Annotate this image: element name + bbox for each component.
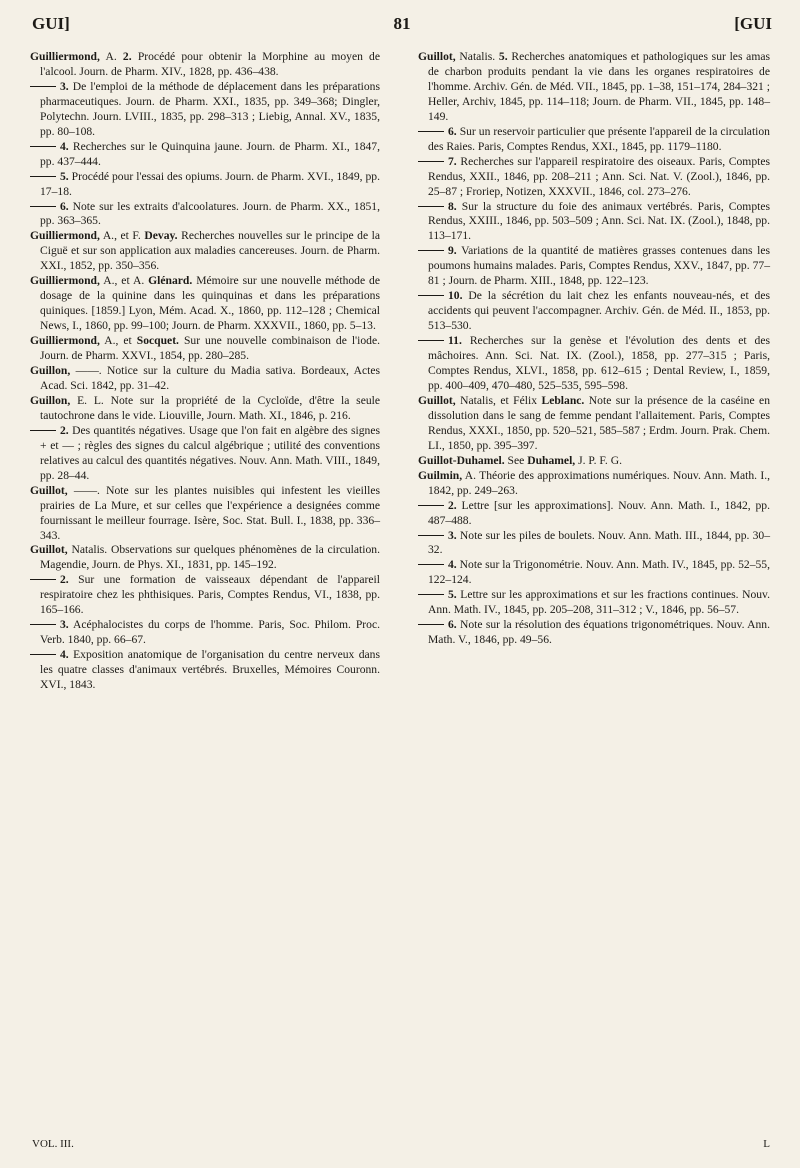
author-given-name: A., et xyxy=(104,334,132,348)
author-given-name: E. L. xyxy=(77,393,104,407)
co-author-name: Socquet. xyxy=(136,334,179,348)
entry-number: 6. xyxy=(448,618,457,632)
bibliography-subentry xyxy=(418,588,770,618)
entry-text: Mémoire sur une nouvelle méthode de dosage de la quinine dans les quinquinas et dans les préparations quiniques. [1859.] Lyon, Mém. Acad. X., 1860, pp. 112–128 ; Chemical News, I., 1860, pp. 99–100; Journ. de Pharm. XXXVII., 1860, pp. 5–13. xyxy=(40,274,380,333)
author-given-name: A. xyxy=(464,468,477,482)
bibliography-entry xyxy=(30,50,380,80)
ditto-rule xyxy=(418,206,444,207)
ditto-rule xyxy=(418,340,444,341)
header-left: GUI] xyxy=(32,14,70,33)
page-number: 81 xyxy=(393,14,411,33)
author-name: Guilliermond, xyxy=(30,50,100,63)
bibliography-subentry xyxy=(418,289,770,334)
author-given-name: Natalis, et Félix xyxy=(460,393,538,407)
entry-text: Note sur les extraits d'alcoolatures. Journ. de Pharm. XX., 1851, pp. 363–365. xyxy=(40,199,380,228)
author-name: Guilliermond, xyxy=(30,334,100,348)
ditto-rule xyxy=(418,564,444,565)
entry-text: Note sur les piles de boulets. Nouv. Ann. Math. III., 1844, pp. 30–32. xyxy=(428,528,770,557)
bibliography-subentry xyxy=(418,499,770,529)
entry-number: 2. xyxy=(60,423,69,437)
author-name: Guillot, xyxy=(30,483,68,497)
entry-text: Recherches sur le Quinquina jaune. Journ. de Pharm. XI., 1847, pp. 437–444. xyxy=(40,139,380,168)
author-name: Guilliermond, xyxy=(30,274,100,288)
entry-number: 5. xyxy=(498,50,508,63)
bibliography-subentry xyxy=(30,140,380,170)
entry-number: 2. xyxy=(122,50,132,63)
bibliography-subentry xyxy=(30,80,380,140)
entry-number: 3. xyxy=(60,79,69,93)
entry-number: 6. xyxy=(60,199,69,213)
running-header xyxy=(32,14,772,38)
ditto-rule xyxy=(418,250,444,251)
entry-text: Note sur la propriété de la Cycloïde, d'être la seule tautochrone dans le vide. Liouville, Journ. Math. XI., 1846, p. 216. xyxy=(40,393,380,422)
right-column xyxy=(418,50,770,648)
entry-text: Note sur les plantes nuisibles qui infestent les vieilles prairies de La Mure, et sur celles que l'expérience a designées comme fournissant le meilleur fourrage. Isère, Soc. Stat. Bull. I., 1838, pp. 336–343. xyxy=(40,483,381,542)
entry-text: Sur une formation de vaisseaux dépendant de l'appareil respiratoire chez les phthisiques. Paris, Comptes Rendus, VI., 1838, pp. 165–166. xyxy=(40,573,380,617)
author-name: Guillot, xyxy=(418,50,456,63)
ditto-rule xyxy=(30,430,56,431)
co-author-name: Duhamel, xyxy=(527,453,576,467)
ditto-rule xyxy=(418,131,444,132)
ditto-rule xyxy=(30,206,56,207)
entry-text: Lettre sur les approximations et sur les fractions continues. Nouv. Ann. Math. IV., 1845, pp. 205–208, 311–312 ; V., 1846, pp. 56–57. xyxy=(428,588,770,617)
bibliography-entry xyxy=(30,334,380,364)
author-given-name: ——. xyxy=(73,483,100,497)
ditto-rule xyxy=(30,654,56,655)
author-name: Guillon, xyxy=(30,364,71,378)
entry-text: Sur la structure du foie des animaux vertébrés. Paris, Comptes Rendus, XXIII., 1846, pp. 503–509 ; Ann. Sci. Nat. IX. (Zool.), 1848, pp. 113–171. xyxy=(428,199,770,243)
entry-text: De la sécrétion du lait chez les enfants nouveau-nés, et des accidents qui peuvent l'accompagner. Archiv. Gén. de Méd. II., 1853, pp. 513–530. xyxy=(428,289,770,333)
bibliography-entry xyxy=(30,543,380,573)
entry-text: Note sur la présence de la caséine en dissolution dans le sang de femme pendant l'allaitement. Paris, Comptes Rendus, XXXI., 1850, pp. 520–521, 585–587 ; Erdm. Journ. Prak. Chem. LI., 1850, pp. 395–397. xyxy=(428,393,770,452)
author-given-name: A. xyxy=(105,50,117,63)
entry-number: 9. xyxy=(448,244,457,258)
bibliography-entry xyxy=(418,454,770,469)
entry-text: Recherches sur l'appareil respiratoire des oiseaux. Paris, Comptes Rendus, XXII., 1846, pp. 208–211 ; Ann. Sci. Nat. V. (Zool.), 1846, pp. 25–87 ; Froriep, Notizen, XXXVII., 1846, col. 273–276. xyxy=(428,154,770,198)
entry-number: 6. xyxy=(448,124,457,138)
page-footer xyxy=(32,1138,770,1154)
entry-text: Recherches nouvelles sur le principe de la Ciguë et sur son application aux maladies cancereuses. Journ. de Pharm. XXI., 1852, pp. 350–356. xyxy=(40,229,381,273)
author-given-name: A., et F. xyxy=(102,229,141,243)
bibliography-subentry xyxy=(418,155,770,200)
entry-text: Observations sur quelques phénomènes de la circulation. Magendie, Journ. de Phys. XI., 1831, pp. 145–192. xyxy=(40,543,380,572)
entry-number: 4. xyxy=(448,558,457,572)
bibliography-entry xyxy=(30,394,380,424)
bibliography-entry xyxy=(418,469,770,499)
entry-text: Recherches sur la genèse et l'évolution des dents et des mâchoires. Ann. Sci. Nat. IX. (Zool.), 1858, pp. 277–315 ; Paris, Comptes Rendus, XLVI., 1858, pp. 612–615 ; Dental Review, I., 1859, pp. 400–409, 470–480, 525–535, 595–598. xyxy=(428,334,770,392)
bibliography-subentry xyxy=(30,170,380,200)
ditto-rule xyxy=(30,86,56,87)
author-name: Guillon, xyxy=(30,393,71,407)
bibliography-entry xyxy=(30,484,380,544)
author-given-name: ——. xyxy=(75,364,102,378)
entry-text: Théorie des approximations numériques. Nouv. Ann. Math. I., 1842, pp. 249–263. xyxy=(428,468,770,497)
bibliography-subentry xyxy=(418,618,770,648)
entry-text: Sur une nouvelle combinaison de l'iode. Journ. de Pharm. XXVI., 1854, pp. 280–285. xyxy=(40,334,380,363)
entry-number: 3. xyxy=(60,618,69,632)
ditto-rule xyxy=(418,505,444,506)
author-name: Guillot, xyxy=(418,393,456,407)
entry-number: 10. xyxy=(448,289,463,303)
bibliography-subentry xyxy=(418,244,770,289)
entry-text: Notice sur la culture du Madia sativa. Bordeaux, Actes Acad. Sci. 1842, pp. 31–42. xyxy=(40,364,380,392)
bibliography-entry xyxy=(30,229,380,274)
bibliography-entry xyxy=(418,394,770,454)
entry-text: Note sur la résolution des équations trigonométriques. Nouv. Ann. Math. V., 1846, pp. 49–56. xyxy=(428,618,770,647)
left-column xyxy=(30,50,380,693)
gathering-signature: L xyxy=(763,1138,770,1150)
bibliography-subentry xyxy=(30,573,380,618)
author-name: Guillot, xyxy=(30,543,68,557)
entry-number: 11. xyxy=(448,334,462,348)
header-right: [GUI xyxy=(734,14,772,33)
entry-text: Procédé pour l'essai des opiums. Journ. de Pharm. XVI., 1849, pp. 17–18. xyxy=(40,169,380,198)
co-author-name: Leblanc. xyxy=(541,393,585,407)
entry-text: Procédé pour obtenir la Morphine au moyen de l'alcool. Journ. de Pharm. XIV., 1828, pp. 436–438. xyxy=(40,50,380,78)
entry-text: De l'emploi de la méthode de déplacement dans les préparations pharmaceutiques. Journ. de Pharm. XXI., 1835, pp. 349–368; Dingler, Polytechn. Journ. LVIII., 1835, pp. 298–313 ; Liebig, Annal. XV., 1835, pp. 80–108. xyxy=(40,79,380,138)
ditto-rule xyxy=(418,161,444,162)
bibliography-subentry xyxy=(418,125,770,155)
bibliography-subentry xyxy=(30,618,380,648)
author-given-name: A., et A. xyxy=(103,274,145,288)
bibliography-subentry xyxy=(418,200,770,245)
ditto-rule xyxy=(30,146,56,147)
author-given-name: Natalis. xyxy=(71,543,108,557)
author-name: Guilmin, xyxy=(418,468,463,482)
author-initials: J. P. F. G. xyxy=(578,453,622,467)
entry-text: Acéphalocistes du corps de l'homme. Paris, Soc. Philom. Proc. Verb. 1840, pp. 66–67. xyxy=(40,618,380,647)
entry-text: Des quantités négatives. Usage que l'on fait en algèbre des signes + et — ; règles des signes du calcul algébrique ; utilité des conventions relatives au calcul des quantités négatives. Nouv. Ann. Math. VIII., 1849, pp. 28–44. xyxy=(40,423,380,482)
co-author-name: Devay. xyxy=(144,229,178,243)
co-author-name: Glénard. xyxy=(148,274,193,288)
ditto-rule xyxy=(418,624,444,625)
author-name: Guilliermond, xyxy=(30,229,100,243)
entry-number: 4. xyxy=(60,139,69,153)
entry-number: 5. xyxy=(60,169,69,183)
entry-number: 4. xyxy=(60,648,69,662)
author-given-name: Natalis. xyxy=(459,50,496,63)
bibliography-subentry xyxy=(30,648,380,693)
ditto-rule xyxy=(30,176,56,177)
bibliography-subentry xyxy=(418,334,770,394)
ditto-rule xyxy=(30,624,56,625)
ditto-rule xyxy=(418,535,444,536)
bibliography-subentry xyxy=(30,200,380,230)
entry-number: 2. xyxy=(448,498,457,512)
ditto-rule xyxy=(418,295,444,296)
bibliography-subentry xyxy=(30,424,380,484)
entry-number: 8. xyxy=(448,199,457,213)
ditto-rule xyxy=(30,579,56,580)
author-given-name: See xyxy=(507,453,525,467)
bibliography-subentry xyxy=(418,529,770,559)
entry-text: Variations de la quantité de matières grasses contenues dans les poumons humains malades. Paris, Comptes Rendus, XXV., 1847, pp. 77–81 ; Journ. de Pharm. XIII., 1848, pp. 122–123. xyxy=(428,244,770,288)
bibliography-entry xyxy=(418,50,770,125)
bibliography-entry xyxy=(30,274,380,334)
ditto-rule xyxy=(418,594,444,595)
author-name: Guillot-Duhamel. xyxy=(418,453,505,467)
entry-number: 3. xyxy=(448,528,457,542)
entry-text: Lettre [sur les approximations]. Nouv. Ann. Math. I., 1842, pp. 487–488. xyxy=(428,498,770,527)
entry-text: Recherches anatomiques et pathologiques sur les amas de charbon produits pendant la vie dans les organes respiratoires de l'homme. Archiv. Gén. de Méd. VII., 1845, pp. 1–38, 151–174, 284–321 ; Heller, Archiv, 1845, pp. 114–118; Journ. de Pharm. VII., 1845, pp. 148–149. xyxy=(428,50,771,123)
entry-text: Exposition anatomique de l'organisation du centre nerveux dans les quatre classes d'animaux vertébrés. Bruxelles, Mémoires Couronn. XVI., 1843. xyxy=(40,648,380,692)
volume-signature: VOL. III. xyxy=(32,1138,74,1150)
entry-text: Note sur la Trigonométrie. Nouv. Ann. Math. IV., 1845, pp. 52–55, 122–124. xyxy=(428,558,770,587)
entry-number: 7. xyxy=(448,154,457,168)
bibliography-subentry xyxy=(418,558,770,588)
entry-number: 2. xyxy=(60,573,69,587)
entry-text: Sur un reservoir particulier que présente l'appareil de la circulation des Raies. Paris, Comptes Rendus, XXI., 1845, pp. 1179–1180. xyxy=(428,124,770,153)
bibliography-entry xyxy=(30,364,380,394)
entry-number: 5. xyxy=(448,588,457,602)
